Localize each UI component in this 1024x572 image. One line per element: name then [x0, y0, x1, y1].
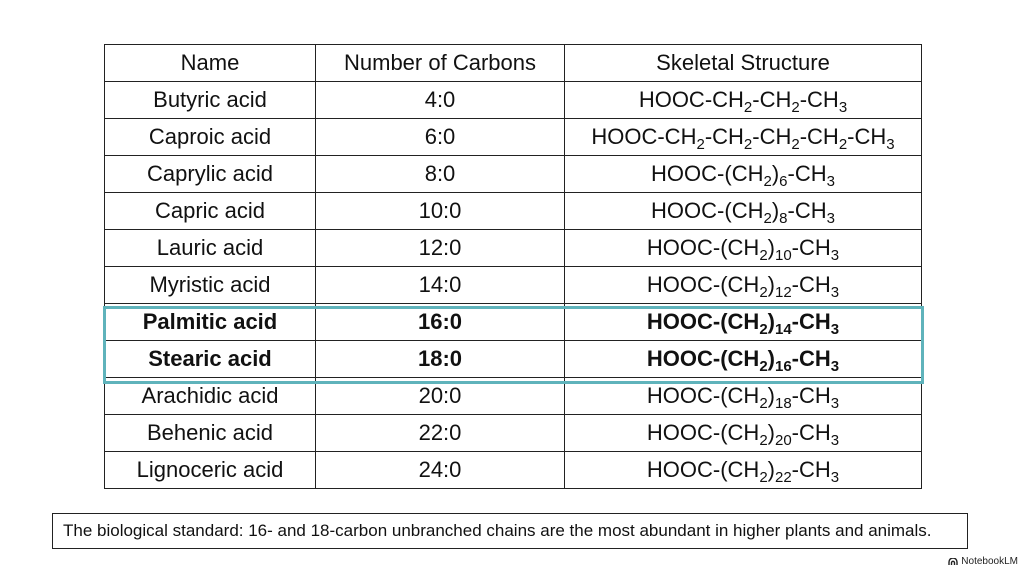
formula-subscript: 16 — [774, 358, 792, 375]
brand-text: NotebookLM — [961, 556, 1018, 567]
acid-name-cell: Arachidic acid — [105, 378, 316, 415]
formula-text: HOOC-(CH — [646, 272, 760, 297]
carbon-count-cell: 14:0 — [316, 267, 565, 304]
header-name: Name — [105, 45, 316, 82]
formula-subscript: 12 — [774, 284, 792, 301]
formula-text: -CH — [752, 87, 792, 112]
formula-subscript: 2 — [759, 432, 768, 449]
formula-text: HOOC-(CH — [646, 383, 760, 408]
formula-subscript: 8 — [779, 210, 788, 227]
formula-subscript: 14 — [774, 321, 792, 338]
table-row — [105, 193, 922, 230]
brand-watermark — [948, 556, 1018, 567]
formula-subscript: 3 — [830, 321, 840, 338]
formula-text: ) — [771, 161, 780, 186]
formula-text: -CH — [752, 124, 792, 149]
table-row — [105, 378, 922, 415]
formula-text: ) — [767, 346, 775, 371]
carbon-count-cell: 10:0 — [316, 193, 565, 230]
skeletal-structure-cell — [565, 193, 922, 230]
acid-name-cell: Caprylic acid — [105, 156, 316, 193]
formula-subscript: 2 — [763, 210, 772, 227]
acid-name-cell: Capric acid — [105, 193, 316, 230]
formula-text: -CH — [791, 309, 831, 334]
formula-subscript: 3 — [838, 99, 848, 116]
formula-subscript: 3 — [886, 136, 895, 153]
formula-subscript: 3 — [830, 247, 840, 264]
formula-text: HOOC-(CH — [651, 198, 764, 223]
header-skeletal-structure: Skeletal Structure — [565, 45, 922, 82]
formula-subscript: 2 — [759, 358, 768, 375]
formula-text: -CH — [847, 124, 887, 149]
table-header-row — [105, 45, 922, 82]
formula-subscript: 3 — [826, 210, 835, 227]
formula-text: HOOC-(CH — [651, 161, 764, 186]
formula-subscript: 2 — [759, 395, 768, 412]
formula-subscript: 2 — [759, 469, 768, 486]
acid-name-cell: Caproic acid — [105, 119, 316, 156]
formula-subscript: 3 — [830, 432, 840, 449]
formula-text: HOOC-(CH — [646, 420, 760, 445]
formula-subscript: 3 — [826, 173, 835, 190]
footnote-text: The biological standard: 16- and 18-carbon unbranched chains are the most abundant in higher plants and animals. — [63, 521, 932, 540]
carbon-count-cell: 8:0 — [316, 156, 565, 193]
acid-name-cell: Palmitic acid — [105, 304, 316, 341]
carbon-count-cell: 4:0 — [316, 82, 565, 119]
formula-text: -CH — [791, 457, 831, 482]
skeletal-structure-cell — [565, 341, 922, 378]
formula-text: HOOC-CH — [591, 124, 697, 149]
table-row — [105, 82, 922, 119]
formula-subscript: 2 — [763, 173, 772, 190]
skeletal-structure-cell — [565, 230, 922, 267]
formula-subscript: 10 — [774, 247, 792, 264]
carbon-count-cell: 24:0 — [316, 452, 565, 489]
formula-text: -CH — [791, 383, 831, 408]
formula-text: HOOC-(CH — [646, 235, 760, 260]
formula-text: -CH — [791, 346, 831, 371]
skeletal-structure-cell — [565, 304, 922, 341]
table-row — [105, 341, 922, 378]
formula-text: -CH — [799, 87, 839, 112]
table-row — [105, 119, 922, 156]
carbon-count-cell: 16:0 — [316, 304, 565, 341]
formula-subscript: 3 — [830, 358, 840, 375]
formula-text: ) — [767, 272, 775, 297]
formula-subscript: 6 — [779, 173, 788, 190]
formula-subscript: 18 — [774, 395, 792, 412]
table-row — [105, 304, 922, 341]
formula-text: HOOC-(CH — [646, 346, 760, 371]
acid-name-cell: Behenic acid — [105, 415, 316, 452]
acid-name-cell: Butyric acid — [105, 82, 316, 119]
formula-subscript: 3 — [830, 469, 840, 486]
formula-subscript: 22 — [774, 469, 792, 486]
formula-text: -CH — [704, 124, 744, 149]
formula-text: HOOC-CH — [638, 87, 744, 112]
formula-text: -CH — [791, 272, 831, 297]
skeletal-structure-cell — [565, 378, 922, 415]
acid-name-cell: Myristic acid — [105, 267, 316, 304]
table-row — [105, 230, 922, 267]
formula-text: -CH — [799, 124, 839, 149]
formula-subscript: 2 — [791, 136, 800, 153]
footnote-box — [52, 513, 968, 549]
header-number-of-carbons: Number of Carbons — [316, 45, 565, 82]
notebooklm-logo-icon — [948, 558, 958, 566]
formula-text: -CH — [791, 235, 831, 260]
formula-text: HOOC-(CH — [646, 309, 760, 334]
formula-subscript: 2 — [696, 136, 705, 153]
table-row — [105, 267, 922, 304]
formula-subscript: 3 — [830, 284, 840, 301]
formula-text: ) — [767, 383, 775, 408]
acid-name-cell: Lignoceric acid — [105, 452, 316, 489]
skeletal-structure-cell — [565, 119, 922, 156]
formula-subscript: 2 — [759, 321, 768, 338]
acid-name-cell: Stearic acid — [105, 341, 316, 378]
table-row — [105, 415, 922, 452]
skeletal-structure-cell — [565, 156, 922, 193]
formula-text: ) — [767, 235, 775, 260]
formula-text: -CH — [791, 420, 831, 445]
carbon-count-cell: 20:0 — [316, 378, 565, 415]
carbon-count-cell: 18:0 — [316, 341, 565, 378]
formula-text: -CH — [787, 198, 827, 223]
acid-name-cell: Lauric acid — [105, 230, 316, 267]
skeletal-structure-cell — [565, 82, 922, 119]
table-row — [105, 452, 922, 489]
table-row — [105, 156, 922, 193]
formula-text: HOOC-(CH — [646, 457, 760, 482]
formula-subscript: 2 — [759, 284, 768, 301]
carbon-count-cell: 22:0 — [316, 415, 565, 452]
skeletal-structure-cell — [565, 267, 922, 304]
formula-text: ) — [767, 457, 775, 482]
skeletal-structure-cell — [565, 452, 922, 489]
formula-text: -CH — [787, 161, 827, 186]
formula-subscript: 2 — [838, 136, 848, 153]
formula-subscript: 2 — [759, 247, 768, 264]
fatty-acid-table — [104, 44, 922, 489]
carbon-count-cell: 6:0 — [316, 119, 565, 156]
formula-text: ) — [771, 198, 780, 223]
formula-subscript: 3 — [830, 395, 840, 412]
formula-text: ) — [767, 309, 775, 334]
carbon-count-cell: 12:0 — [316, 230, 565, 267]
skeletal-structure-cell — [565, 415, 922, 452]
formula-subscript: 2 — [743, 99, 753, 116]
formula-subscript: 2 — [791, 99, 800, 116]
formula-subscript: 20 — [774, 432, 792, 449]
formula-subscript: 2 — [743, 136, 753, 153]
formula-text: ) — [767, 420, 775, 445]
